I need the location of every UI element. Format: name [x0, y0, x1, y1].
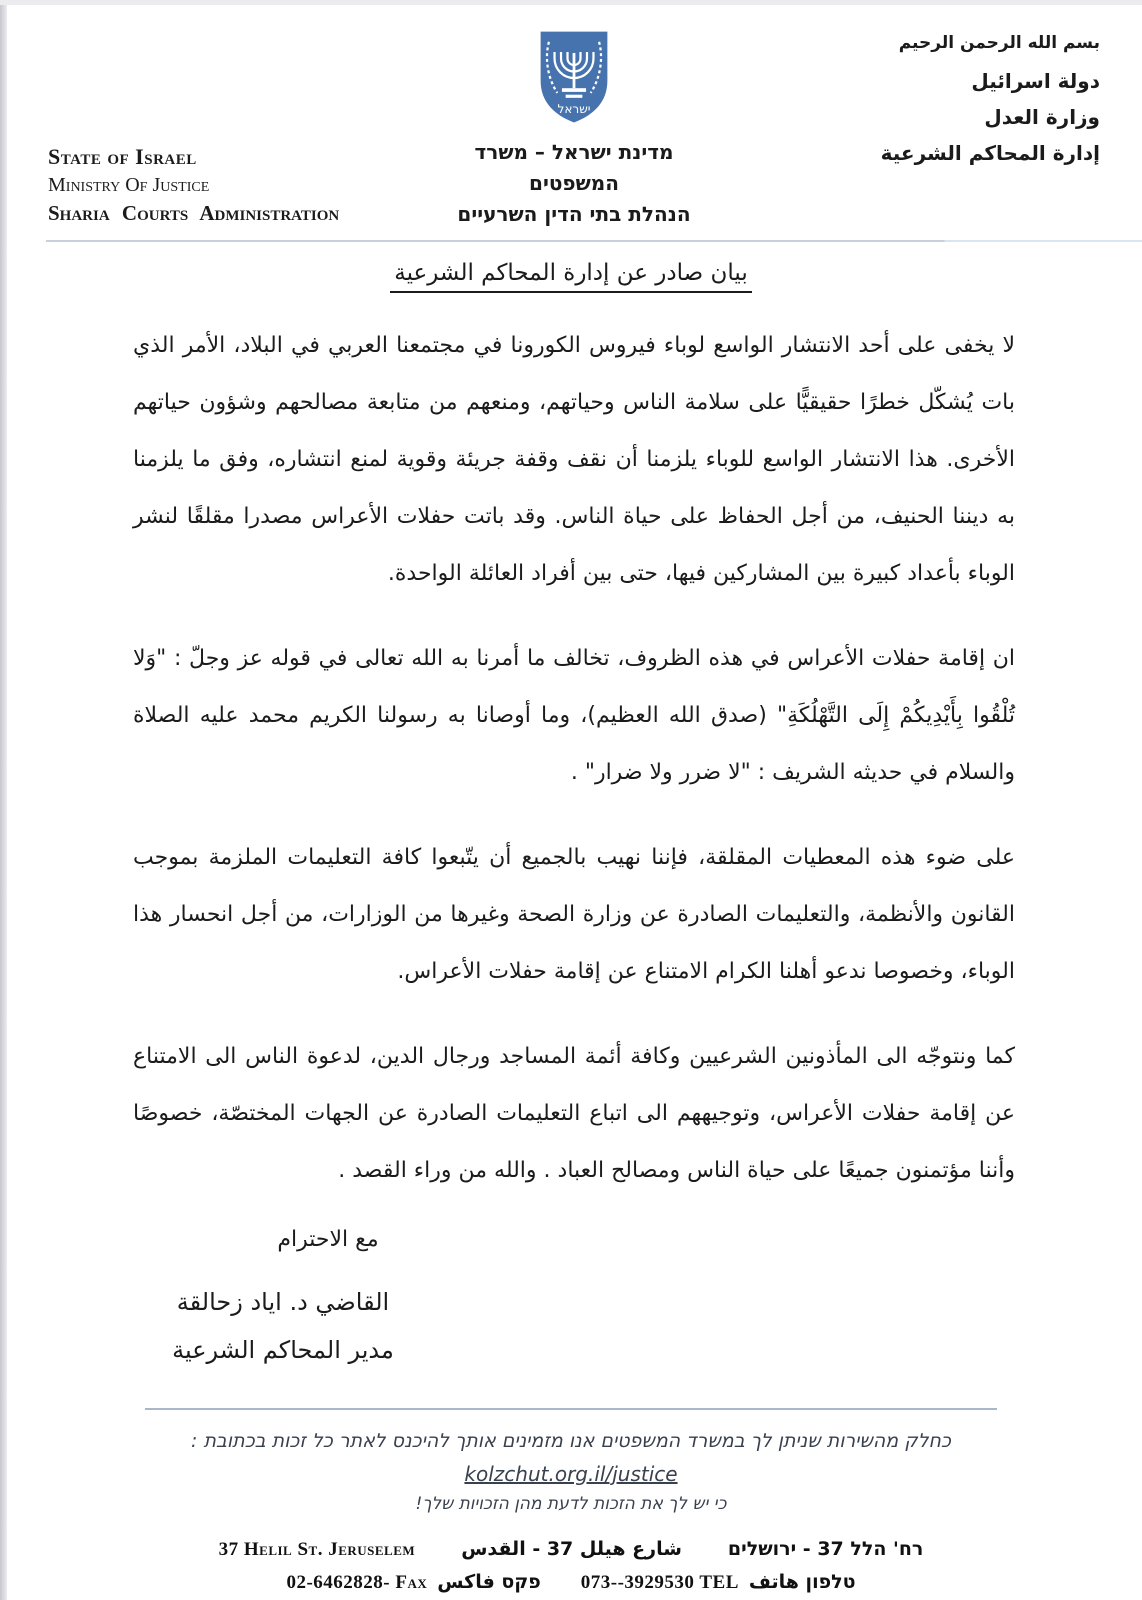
state-of-israel-label: State of Israel [48, 144, 197, 169]
footer-link-row [0, 1462, 1142, 1486]
tel-labels: טלפון هاتف [748, 1571, 856, 1593]
header-english-block [48, 144, 439, 230]
contact-row [0, 1571, 1142, 1594]
footer-divider [145, 1408, 997, 1410]
kolzchut-link[interactable]: kolzchut.org.il/justice [464, 1462, 678, 1486]
paragraph-2: ان إقامة حفلات الأعراس في هذه الظروف، تخالف ما أمرنا به الله تعالى في قوله عز وجلّ : "وَلا تُلْقُوا بِأَيْدِيكُمْ إِلَى التَّهْلُكَةِ" (صدق الله العظيم)، وما أوصانا به رسولنا الكريم محمد عليه الصلاة والسلام في حديثه الشريف : "لا ضرر ولا ضرار" . [133, 646, 1015, 785]
arabic-sharia-courts-admin-label: إدارة المحاكم الشرعية [880, 141, 1100, 165]
statement-title-row [0, 260, 1142, 293]
hebrew-sharia-courts-label: הנהלת בתי הדין השרעיים [457, 202, 691, 226]
israel-state-emblem-icon [527, 27, 621, 129]
paragraph-3: على ضوء هذه المعطيات المقلقة، فإننا نهيب بالجميع أن يتّبعوا كافة التعليمات الملزمة بموجب القانون والأنظمة، والتعليمات الصادرة عن وزارة الصحة وغيرها من الوزارات، من أجل انحسار هذا الوباء، وخصوصا ندعو أهلنا الكرام الامتناع عن إقامة حفلات الأعراس. [133, 845, 1015, 984]
sharia-courts-administration-label: Sharia Courts Administration [48, 201, 340, 225]
tel-pair [581, 1571, 856, 1594]
letterhead [0, 5, 1142, 230]
hebrew-state-ministry-label: מדינת ישראל – משרד המשפטים [474, 140, 674, 195]
statement-body [133, 317, 1015, 1199]
arabic-state-of-israel-label: دولة اسرائيل [971, 69, 1100, 93]
statement-title: بيان صادر عن إدارة المحاكم الشرعية [390, 260, 752, 293]
arabic-ministry-of-justice-label: وزارة العدل [984, 105, 1100, 129]
paragraph-4: كما ونتوجّه الى المأذونين الشرعيين وكافة أئمة المساجد ورجال الدين، لدعوة الناس الى الامتناع عن إقامة حفلات الأعراس، وتوجيههم الى اتباع التعليمات الصادرة عن الجهات المختصّة، خصوصًا وأننا مؤتمنون جميعًا على حياة الناس ومصالح العباد . والله من وراء القصد . [133, 1044, 1015, 1183]
ministry-of-justice-label: Ministry Of Justice [48, 174, 210, 196]
scan-edge-artifact [0, 5, 7, 1600]
header-hebrew-block [439, 137, 709, 230]
emblem-israel-text: ישראל [557, 102, 591, 117]
footer-rights-text: כי יש לך את הזכות לדעת מהן הזכויות שלך! [415, 1494, 727, 1514]
address-hebrew: רח' הלל 37 - ירושלים [727, 1538, 924, 1560]
paragraph-1: لا يخفى على أحد الانتشار الواسع لوباء فيروس الكورونا في مجتمعنا العربي في البلاد، الأمر الذي بات يُشكّل خطرًا حقيقيًّا على سلامة الناس وحياتهم، ومنعهم من متابعة مصالحهم وشؤون حياتهم الأخرى. هذا الانتشار الواسع للوباء يلزمنا أن نقف وقفة جريئة وقوية لمنع انتشاره، وفق ما يلزمنا به ديننا الحنيف، من أجل الحفاظ على حياة الناس. وقد باتت حفلات الأعراس مصدرا مقلقًا لنشر الوباء بأعداد كبيرة بين المشاركين فيها، حتى بين أفراد العائلة الواحدة. [133, 333, 1015, 586]
signatory-name: القاضي د. اياد زحالقة [176, 1288, 390, 1316]
address-english: 37 Helil St. Jeruselem [218, 1539, 416, 1560]
tel-number: 073--3929530 TEL [580, 1572, 739, 1593]
address-row [0, 1538, 1142, 1561]
bismillah-calligraphy: بسم الله الرحمن الرحيم [898, 33, 1100, 53]
header-divider [46, 240, 1142, 242]
signatory-role: مدير المحاكم الشرعية [172, 1336, 394, 1364]
signature-closing: مع الاحترام [277, 1227, 379, 1252]
fax-number: 02-6462828- Fax [286, 1572, 428, 1593]
header-arabic-block [709, 27, 1100, 171]
footer-invite-text: כחלק מהשירות שניתן לך במשרד המשפטים אנו מזמינים אותך להיכנס לאתר כל זכות בכתובת : [191, 1430, 951, 1452]
fax-labels: פקס فاكس [437, 1571, 541, 1593]
signature-block [128, 1227, 438, 1364]
address-arabic: شارع هيلل 37 - القدس [461, 1538, 682, 1560]
header-center-block [439, 27, 709, 230]
fax-pair [286, 1571, 540, 1594]
